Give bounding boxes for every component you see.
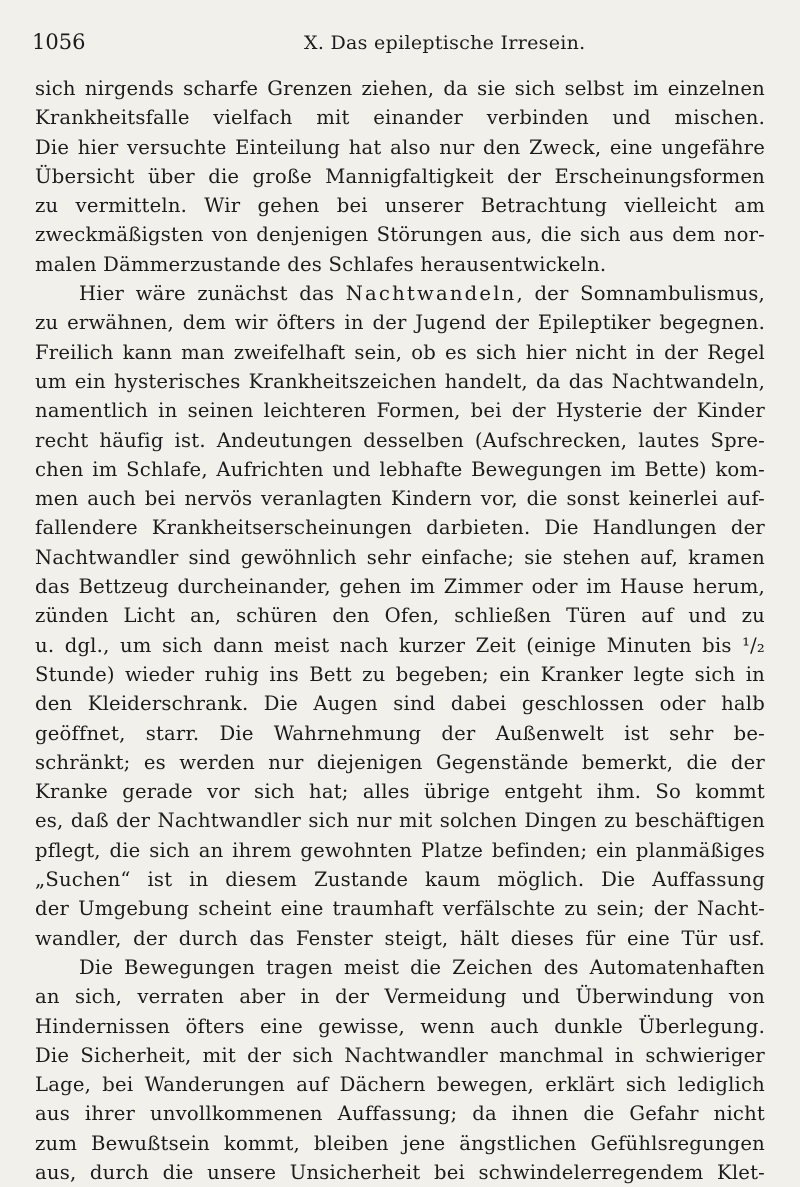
text-line: pflegt, die sich an ihrem gewohnten Platze befinden; ein planmäßiges	[35, 838, 765, 862]
text-line: das Bettzeug durcheinander, gehen im Zimmer oder im Hause herum,	[35, 575, 765, 599]
text-line: Die hier versuchte Einteilung hat also nur den Zweck, eine ungefähre	[35, 135, 765, 159]
text-line: Übersicht über die große Mannigfaltigkeit der Erscheinungsformen	[35, 164, 765, 188]
text-segment: , der Somnambulismus,	[516, 282, 765, 306]
text-line: men auch bei nervös veranlagten Kindern vor, die sonst keinerlei auf-	[35, 487, 765, 511]
text-line: Krankheitsfalle vielfach mit einander verbinden und mischen.	[35, 106, 765, 130]
page-number: 1056	[32, 30, 86, 54]
text-line: aus ihrer unvollkommenen Auffassung; da ihnen die Gefahr nicht	[35, 1102, 765, 1126]
text-line: Die Sicherheit, mit der sich Nachtwandler manchmal in schwieriger	[35, 1043, 765, 1067]
text-line: u. dgl., um sich dann meist nach kurzer Zeit (einige Minuten bis ¹/₂	[35, 633, 765, 657]
text-line: Die Bewegungen tragen meist die Zeichen des Automatenhaften	[79, 955, 765, 979]
text-line: namentlich in seinen leichteren Formen, bei der Hysterie der Kinder	[35, 399, 765, 423]
text-line: zu erwähnen, dem wir öfters in der Jugend der Epileptiker begegnen.	[35, 311, 765, 335]
text-line: zünden Licht an, schüren den Ofen, schließen Türen auf und zu	[35, 604, 765, 628]
text-line: es, daß der Nachtwandler sich nur mit solchen Dingen zu beschäftigen	[35, 809, 765, 833]
text-line: an sich, verraten aber in der Vermeidung und Überwindung von	[35, 985, 765, 1009]
text-line: zum Bewußtsein kommt, bleiben jene ängstlichen Gefühlsregungen	[35, 1131, 765, 1155]
text-line: der Umgebung scheint eine traumhaft verfälschte zu sein; der Nacht-	[35, 897, 765, 921]
body-text	[35, 74, 765, 1187]
text-line: Kranke gerade vor sich hat; alles übrige entgeht ihm. So kommt	[35, 780, 765, 804]
text-line: Freilich kann man zweifelhaft sein, ob es sich hier nicht in der Regel	[35, 340, 765, 364]
text-line: Stunde) wieder ruhig ins Bett zu begeben; ein Kranker legte sich in	[35, 662, 765, 686]
text-line: Hindernissen öfters eine gewisse, wenn auch dunkle Überlegung.	[35, 1014, 765, 1038]
text-line: Lage, bei Wanderungen auf Dächern bewegen, erklärt sich lediglich	[35, 1073, 765, 1097]
text-line: den Kleiderschrank. Die Augen sind dabei geschlossen oder halb	[35, 692, 765, 716]
text-line: zu vermitteln. Wir gehen bei unserer Betrachtung vielleicht am	[35, 194, 765, 218]
text-line: wandler, der durch das Fenster steigt, hält dieses für eine Tür usf.	[35, 926, 765, 950]
text-line: um ein hysterisches Krankheitszeichen handelt, da das Nachtwandeln,	[35, 369, 765, 393]
emphasized-term: Nachtwandeln	[345, 282, 517, 306]
text-line: geöffnet, starr. Die Wahrnehmung der Außenwelt ist sehr be-	[35, 721, 765, 745]
text-line: chen im Schlafe, Aufrichten und lebhafte Bewegungen im Bette) kom-	[35, 457, 765, 481]
text-line: „Suchen“ ist in diesem Zustande kaum möglich. Die Auffassung	[35, 868, 765, 892]
text-line: Nachtwandler sind gewöhnlich sehr einfache; sie stehen auf, kramen	[35, 545, 765, 569]
page-header	[32, 30, 760, 60]
text-line: zweckmäßigsten von denjenigen Störungen aus, die sich aus dem nor-	[35, 223, 765, 247]
text-segment: Hier wäre zunächst das	[79, 282, 346, 306]
text-line: malen Dämmerzustande des Schlafes herausentwickeln.	[35, 252, 607, 276]
text-line	[35, 279, 765, 308]
text-line: schränkt; es werden nur diejenigen Gegenstände bemerkt, die der	[35, 750, 765, 774]
text-line: fallendere Krankheitserscheinungen darbieten. Die Handlungen der	[35, 516, 765, 540]
text-line: recht häufig ist. Andeutungen desselben (Aufschrecken, lautes Spre-	[35, 428, 765, 452]
text-line: aus, durch die unsere Unsicherheit bei schwindelerregendem Klet-	[35, 1160, 765, 1184]
text-line: sich nirgends scharfe Grenzen ziehen, da sie sich selbst im einzelnen	[35, 77, 765, 100]
running-title: X. Das epileptische Irresein.	[304, 32, 586, 54]
